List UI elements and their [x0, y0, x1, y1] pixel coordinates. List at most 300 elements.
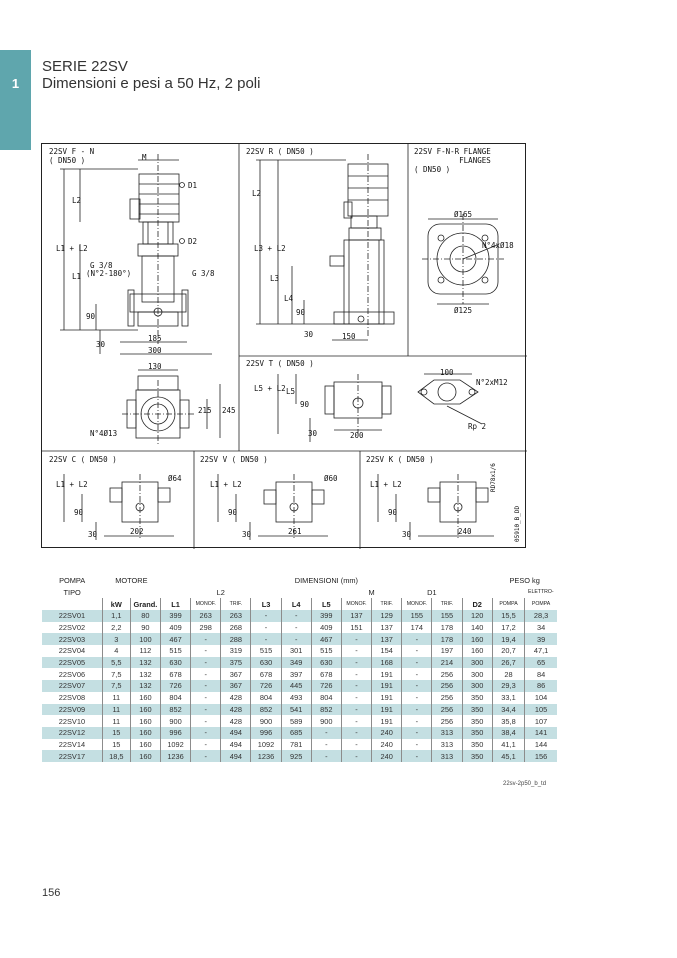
table-cell: 154: [372, 645, 402, 657]
table-cell: 256: [432, 668, 462, 680]
chapter-tab: [0, 50, 31, 150]
table-cell: -: [191, 727, 221, 739]
table-cell: 160: [130, 692, 160, 704]
pump-type-cell: 22SV04: [58, 646, 86, 656]
table-cell: 399: [160, 610, 190, 622]
table-cell: -: [341, 668, 371, 680]
table-cell: 28: [492, 668, 524, 680]
table-cell: 925: [281, 750, 311, 762]
table-cell: 191: [372, 668, 402, 680]
table-cell: 140: [462, 622, 492, 634]
header-elettro: ELETTRO-: [527, 589, 554, 595]
table-row: [42, 633, 557, 645]
table-cell: 319: [221, 645, 251, 657]
caption-c: 22SV C ( DN50 ): [49, 455, 117, 464]
drawing-lines: [42, 144, 527, 549]
dim-label: Ø165: [454, 210, 473, 219]
dim-label: L1 + L2: [370, 480, 402, 489]
column-header: L5: [311, 598, 341, 610]
table-cell: 15,5: [492, 610, 524, 622]
table-cell: 467: [160, 633, 190, 645]
table-cell: 104: [525, 692, 557, 704]
column-header: MONOF.: [191, 598, 221, 610]
header-pompa: POMPA: [59, 575, 86, 585]
dim-label: L3 + L2: [254, 244, 286, 253]
table-cell: 214: [432, 657, 462, 669]
dim-label: 261: [288, 527, 302, 536]
table-cell: -: [402, 645, 432, 657]
table-cell: 15: [102, 739, 130, 751]
drawing-code: 05910_B_DD: [514, 505, 521, 542]
table-cell: 39: [525, 633, 557, 645]
table-cell: -: [191, 704, 221, 716]
table-cell: 678: [311, 668, 341, 680]
table-cell: 900: [311, 715, 341, 727]
table-cell: 137: [372, 633, 402, 645]
table-code: 22sv-2p50_b_td: [503, 781, 547, 787]
table-cell: 7,5: [102, 668, 130, 680]
table-cell: 65: [525, 657, 557, 669]
table-cell: 38,4: [492, 727, 524, 739]
table-cell: 804: [160, 692, 190, 704]
table-cell: 20,7: [492, 645, 524, 657]
dim-label: 90: [86, 312, 96, 321]
table-cell: 996: [251, 727, 281, 739]
dim-label: 185: [148, 334, 162, 343]
table-cell: -: [402, 680, 432, 692]
table-cell: 515: [251, 645, 281, 657]
dim-label: N°4Ø13: [90, 429, 118, 438]
table-cell: 160: [130, 750, 160, 762]
table-cell: -: [311, 727, 341, 739]
table-cell: 350: [462, 739, 492, 751]
dim-label: M: [142, 153, 147, 162]
dim-label: L4: [284, 294, 294, 303]
table-cell: 155: [432, 610, 462, 622]
table-cell: 678: [251, 668, 281, 680]
table-cell: 350: [462, 704, 492, 716]
table-cell: 19,4: [492, 633, 524, 645]
table-cell: 35,8: [492, 715, 524, 727]
header-motore: MOTORE: [115, 575, 148, 585]
table-cell: 541: [281, 704, 311, 716]
dim-label: 202: [130, 527, 144, 536]
table-cell: -: [402, 704, 432, 716]
table-cell: 7,5: [102, 680, 130, 692]
table-cell: 726: [251, 680, 281, 692]
dim-label: L1: [72, 272, 82, 281]
dim-label: 130: [148, 362, 162, 371]
table-cell: 151: [341, 622, 371, 634]
column-header: L1: [160, 598, 190, 610]
table-row: [42, 727, 557, 739]
table-cell: 350: [462, 715, 492, 727]
dimensions-table: [42, 574, 557, 762]
table-cell: 852: [311, 704, 341, 716]
table-row: [42, 645, 557, 657]
table-cell: 301: [281, 645, 311, 657]
table-cell: 144: [525, 739, 557, 751]
table-cell: 399: [311, 610, 341, 622]
table-cell: 45,1: [492, 750, 524, 762]
table-cell: -: [311, 739, 341, 751]
table-cell: 313: [432, 739, 462, 751]
dim-label: 30: [96, 340, 106, 349]
column-header: L3: [251, 598, 281, 610]
table-cell: 630: [160, 657, 190, 669]
dim-label: Ø125: [454, 306, 473, 315]
table-cell: -: [402, 692, 432, 704]
table-cell: 256: [432, 680, 462, 692]
pump-type-cell: 22SV12: [42, 727, 102, 739]
dim-label: 150: [342, 332, 356, 341]
dim-label: 215: [198, 406, 212, 415]
table-cell: 112: [130, 645, 160, 657]
table-cell: -: [191, 750, 221, 762]
table-cell: 493: [281, 692, 311, 704]
header-d1: D1: [427, 587, 437, 597]
page-title: SERIE 22SV: [42, 58, 128, 75]
table-cell: 409: [311, 622, 341, 634]
table-cell: 156: [525, 750, 557, 762]
table-cell: -: [341, 727, 371, 739]
dim-label: 90: [228, 508, 238, 517]
table-cell: 300: [462, 668, 492, 680]
table-cell: 168: [372, 657, 402, 669]
dim-label: Rp 2: [468, 422, 487, 431]
chapter-number: 1: [11, 76, 20, 91]
table-cell: 313: [432, 750, 462, 762]
header-l2: L2: [216, 587, 225, 597]
table-cell: 900: [160, 715, 190, 727]
table-cell: 191: [372, 704, 402, 716]
table-cell: -: [191, 668, 221, 680]
table-cell: -: [341, 692, 371, 704]
table-row: [42, 610, 557, 622]
table-cell: 34: [525, 622, 557, 634]
table-cell: 86: [525, 680, 557, 692]
table-cell: 191: [372, 692, 402, 704]
table-cell: 804: [311, 692, 341, 704]
caption-t: 22SV T ( DN50 ): [246, 359, 314, 368]
table-cell: -: [281, 610, 311, 622]
table-cell: 80: [130, 610, 160, 622]
table-cell: 160: [462, 633, 492, 645]
table-cell: -: [341, 750, 371, 762]
dim-label: 90: [300, 400, 310, 409]
header-m: M: [368, 587, 375, 597]
table-cell: 804: [251, 692, 281, 704]
dim-label: D1: [188, 181, 198, 190]
dim-label: RD78x1/6: [490, 463, 497, 492]
table-cell: 630: [251, 657, 281, 669]
table-row: [42, 680, 557, 692]
table-cell: 996: [160, 727, 190, 739]
table-cell: 178: [432, 622, 462, 634]
table-cell: 726: [160, 680, 190, 692]
column-header: POMPA: [492, 598, 524, 610]
dim-label: G 3/8: [192, 269, 215, 278]
header-tipo: TIPO: [63, 587, 81, 597]
table-cell: 350: [462, 727, 492, 739]
table-cell: 256: [432, 704, 462, 716]
table-cell: -: [191, 680, 221, 692]
table-cell: 1236: [160, 750, 190, 762]
table-row: [42, 622, 557, 634]
table-cell: 137: [341, 610, 371, 622]
table-cell: 5,5: [102, 657, 130, 669]
dim-label: N°4xØ18: [482, 241, 514, 250]
table-cell: -: [402, 727, 432, 739]
pump-type-cell: 22SV08: [58, 693, 86, 703]
table-cell: 1,1: [102, 610, 130, 622]
table-cell: 240: [372, 739, 402, 751]
pump-type-cell: 22SV14: [58, 739, 86, 749]
table-cell: 107: [525, 715, 557, 727]
pump-type-cell: 22SV03: [42, 633, 102, 645]
pump-type-cell: 22SV09: [42, 704, 102, 716]
table-cell: 191: [372, 715, 402, 727]
table-cell: 678: [160, 668, 190, 680]
table-cell: 494: [221, 727, 251, 739]
table-cell: 160: [130, 727, 160, 739]
table-cell: 29,3: [492, 680, 524, 692]
page-subtitle: Dimensioni e pesi a 50 Hz, 2 poli: [42, 75, 261, 92]
table-cell: 397: [281, 668, 311, 680]
table-row: [42, 657, 557, 669]
dim-label: Ø60: [324, 474, 338, 483]
table-cell: 300: [462, 680, 492, 692]
page-number: 156: [42, 887, 61, 899]
column-header: MONOF.: [402, 598, 432, 610]
dim-label: L1 + L2: [56, 480, 88, 489]
table-cell: -: [341, 645, 371, 657]
table-cell: 428: [221, 715, 251, 727]
column-header: MONOF.: [341, 598, 371, 610]
table-cell: 240: [372, 750, 402, 762]
table-cell: 350: [462, 692, 492, 704]
table-cell: -: [251, 633, 281, 645]
table-cell: 47,1: [525, 645, 557, 657]
dim-label: 30: [242, 530, 252, 539]
table-cell: 105: [525, 704, 557, 716]
dim-label: 240: [458, 527, 472, 536]
table-cell: 375: [221, 657, 251, 669]
pump-type-cell: 22SV06: [58, 669, 86, 679]
caption-r: 22SV R ( DN50 ): [246, 147, 314, 156]
table-cell: 18,5: [102, 750, 130, 762]
dim-label: L2: [72, 196, 82, 205]
table-cell: 313: [432, 727, 462, 739]
table-cell: 1236: [251, 750, 281, 762]
table-cell: 129: [372, 610, 402, 622]
table-cell: 630: [311, 657, 341, 669]
header-peso: PESO kg: [509, 575, 540, 585]
table-cell: 494: [221, 750, 251, 762]
table-cell: 137: [372, 622, 402, 634]
pump-type-cell: 22SV10: [58, 716, 86, 726]
table-cell: 256: [432, 692, 462, 704]
table-cell: 300: [462, 657, 492, 669]
table-cell: 191: [372, 680, 402, 692]
table-cell: -: [341, 680, 371, 692]
pump-type-cell: 22SV05: [42, 657, 102, 669]
dim-label: D2: [188, 237, 198, 246]
table-cell: 349: [281, 657, 311, 669]
table-cell: 120: [462, 610, 492, 622]
table-cell: -: [341, 739, 371, 751]
table-cell: 26,7: [492, 657, 524, 669]
dim-label: 245: [222, 406, 236, 415]
table-cell: 409: [160, 622, 190, 634]
table-cell: -: [191, 692, 221, 704]
dim-label: 90: [296, 308, 306, 317]
table-cell: 33,1: [492, 692, 524, 704]
table-cell: 428: [221, 704, 251, 716]
table-cell: 3: [102, 633, 130, 645]
column-header: POMPA: [525, 598, 557, 610]
technical-drawing: [41, 143, 526, 548]
dim-label: N°2xM12: [476, 378, 508, 387]
table-cell: -: [191, 739, 221, 751]
column-header: kW: [102, 598, 130, 610]
table-cell: 34,4: [492, 704, 524, 716]
table-cell: 589: [281, 715, 311, 727]
table-cell: 852: [160, 704, 190, 716]
table-row: [42, 668, 557, 680]
table-cell: 160: [130, 739, 160, 751]
column-header: TRIF.: [432, 598, 462, 610]
column-header: Grand.: [130, 598, 160, 610]
table-cell: 160: [130, 704, 160, 716]
column-header: L4: [281, 598, 311, 610]
dim-label: Ø64: [168, 474, 182, 483]
table-row: [42, 750, 557, 762]
pump-type-cell: 22SV01: [42, 610, 102, 622]
table-cell: 84: [525, 668, 557, 680]
table-cell: -: [341, 715, 371, 727]
table-row: [42, 715, 557, 727]
table-cell: 781: [281, 739, 311, 751]
table-cell: 515: [160, 645, 190, 657]
table-cell: 132: [130, 680, 160, 692]
table-cell: 240: [372, 727, 402, 739]
table-cell: -: [191, 657, 221, 669]
table-cell: -: [251, 622, 281, 634]
table-cell: 141: [525, 727, 557, 739]
table-cell: 41,1: [492, 739, 524, 751]
table-cell: 515: [311, 645, 341, 657]
table-cell: -: [341, 704, 371, 716]
table-cell: -: [402, 750, 432, 762]
table-row: [42, 704, 557, 716]
pump-type-cell: 22SV02: [58, 623, 86, 633]
table-cell: 256: [432, 715, 462, 727]
table-cell: 726: [311, 680, 341, 692]
dim-label: L1 + L2: [210, 480, 242, 489]
pump-type-cell: 22SV17: [42, 750, 102, 762]
table-cell: 132: [130, 657, 160, 669]
dim-label: (N°2-180°): [86, 269, 132, 278]
dim-label: 30: [304, 330, 314, 339]
table-cell: 288: [221, 633, 251, 645]
dim-label: 30: [88, 530, 98, 539]
table-cell: -: [311, 750, 341, 762]
caption-k: 22SV K ( DN50 ): [366, 455, 434, 464]
table-cell: 17,2: [492, 622, 524, 634]
caption-fn: 22SV F - N ( DN50 ): [49, 147, 95, 165]
table-cell: 1092: [160, 739, 190, 751]
table-cell: 428: [221, 692, 251, 704]
table-cell: 367: [221, 668, 251, 680]
table-cell: 174: [402, 622, 432, 634]
table-cell: 2,2: [102, 622, 130, 634]
table-cell: 900: [251, 715, 281, 727]
dim-label: L1 + L2: [56, 244, 88, 253]
table-cell: -: [281, 622, 311, 634]
column-header: TRIF.: [221, 598, 251, 610]
table-cell: 298: [191, 622, 221, 634]
dim-label: L3: [270, 274, 280, 283]
table-cell: 155: [402, 610, 432, 622]
table-cell: 268: [221, 622, 251, 634]
table-cell: -: [402, 668, 432, 680]
dim-label: 100: [440, 368, 454, 377]
table-cell: -: [341, 633, 371, 645]
column-header: TRIF.: [372, 598, 402, 610]
caption-v: 22SV V ( DN50 ): [200, 455, 268, 464]
table-cell: 132: [130, 668, 160, 680]
table-cell: -: [341, 657, 371, 669]
table-cell: -: [251, 610, 281, 622]
dim-label: 300: [148, 346, 162, 355]
table-cell: -: [402, 657, 432, 669]
table-cell: 90: [130, 622, 160, 634]
table-cell: 11: [102, 692, 130, 704]
table-cell: 178: [432, 633, 462, 645]
table-cell: 4: [102, 645, 130, 657]
dim-label: G 3/8: [90, 261, 113, 270]
table-cell: 367: [221, 680, 251, 692]
table-cell: -: [191, 715, 221, 727]
table-cell: 197: [432, 645, 462, 657]
table-cell: 350: [462, 750, 492, 762]
table-cell: -: [191, 633, 221, 645]
table-cell: 100: [130, 633, 160, 645]
table-cell: 263: [221, 610, 251, 622]
dim-label: 90: [74, 508, 84, 517]
table-cell: 160: [462, 645, 492, 657]
header-dimensioni: DIMENSIONI (mm): [294, 575, 359, 585]
table-cell: -: [402, 739, 432, 751]
dim-label: 90: [388, 508, 398, 517]
table-cell: 160: [130, 715, 160, 727]
table-cell: 467: [311, 633, 341, 645]
dim-label: L5: [286, 387, 296, 396]
dim-label: 200: [350, 431, 364, 440]
dim-label: 30: [308, 429, 318, 438]
table-cell: 15: [102, 727, 130, 739]
table-cell: 1092: [251, 739, 281, 751]
table-cell: -: [281, 633, 311, 645]
column-header: D2: [462, 598, 492, 610]
table-cell: -: [402, 715, 432, 727]
table-cell: 852: [251, 704, 281, 716]
table-cell: 685: [281, 727, 311, 739]
dim-label: L5 + L2: [254, 384, 286, 393]
dim-label: 30: [402, 530, 412, 539]
table-cell: 28,3: [525, 610, 557, 622]
